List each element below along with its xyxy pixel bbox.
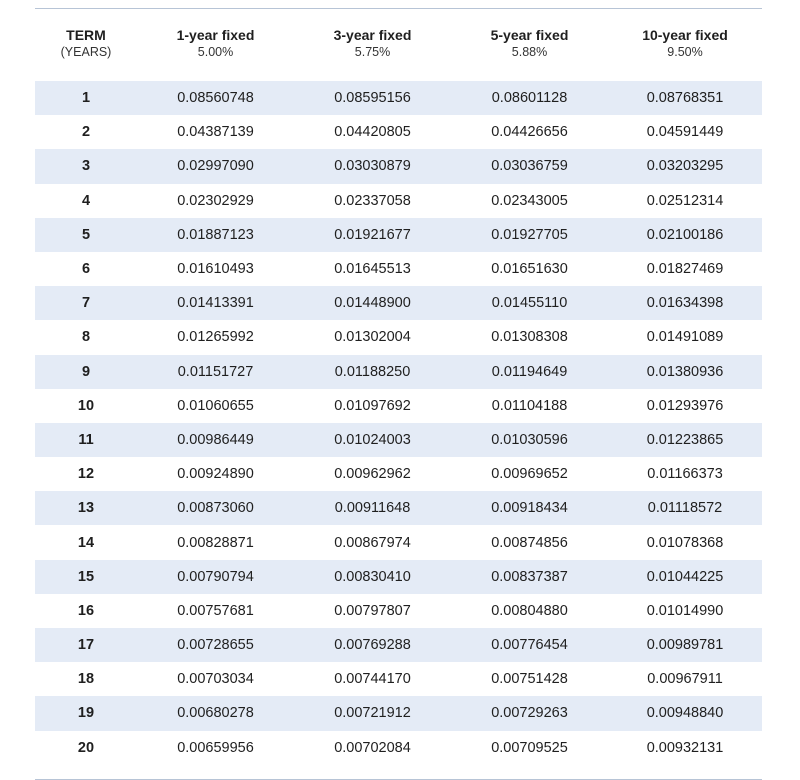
- table-row: [35, 731, 762, 765]
- header-col-1: [137, 9, 294, 60]
- value-cell: 0.01194649: [491, 363, 568, 380]
- value-cell: 0.00797807: [334, 602, 411, 619]
- table-row: [35, 594, 762, 628]
- term-cell: 10: [77, 397, 95, 414]
- header-col-4: [608, 9, 762, 60]
- value-cell: 0.00924890: [177, 466, 254, 483]
- value-cell: 0.01491089: [646, 329, 724, 346]
- term-cell: 18: [77, 671, 95, 688]
- value-cell: 0.01413391: [177, 295, 254, 312]
- value-cell: 0.00969652: [491, 466, 568, 483]
- value-cell: 0.00967911: [647, 671, 723, 688]
- value-cell: 0.01078368: [646, 534, 724, 551]
- table-row: [35, 696, 762, 730]
- term-cell: 5: [81, 226, 91, 243]
- table-row: [35, 320, 762, 354]
- value-cell: 0.02100186: [646, 226, 724, 243]
- value-cell: 0.01151727: [177, 363, 254, 380]
- value-cell: 0.08601128: [491, 90, 568, 107]
- term-cell: 20: [77, 739, 95, 756]
- header-col-title: 10-year fixed: [642, 27, 728, 43]
- value-cell: 0.04387139: [177, 124, 254, 141]
- value-cell: 0.02337058: [334, 192, 411, 209]
- header-col-title: 3-year fixed: [333, 27, 412, 43]
- value-cell: 0.01645513: [334, 261, 411, 278]
- value-cell: 0.01302004: [334, 329, 411, 346]
- term-cell: 13: [77, 500, 95, 517]
- value-cell: 0.01455110: [491, 295, 568, 312]
- header-col-title: 5-year fixed: [490, 27, 569, 43]
- value-cell: 0.00776454: [491, 637, 568, 654]
- table-row: [35, 662, 762, 696]
- value-cell: 0.00751428: [491, 671, 568, 688]
- table-row: [35, 115, 762, 149]
- value-cell: 0.01014990: [646, 602, 724, 619]
- value-cell: 0.08560748: [177, 90, 254, 107]
- value-cell: 0.02302929: [177, 192, 254, 209]
- value-cell: 0.04426656: [491, 124, 568, 141]
- value-cell: 0.01887123: [177, 226, 254, 243]
- value-cell: 0.00932131: [646, 739, 724, 756]
- term-cell: 7: [81, 295, 91, 312]
- header-col-3: [451, 9, 608, 60]
- term-cell: 3: [81, 158, 91, 175]
- value-cell: 0.01030596: [491, 431, 568, 448]
- value-cell: 0.00874856: [491, 534, 568, 551]
- header-col-title: 1-year fixed: [176, 27, 255, 43]
- value-cell: 0.01265992: [177, 329, 254, 346]
- term-cell: 4: [81, 192, 91, 209]
- value-cell: 0.00918434: [491, 500, 568, 517]
- value-cell: 0.02512314: [646, 192, 724, 209]
- value-cell: 0.00911648: [334, 500, 411, 517]
- table-row: [35, 184, 762, 218]
- value-cell: 0.01921677: [334, 226, 411, 243]
- term-cell: 16: [77, 602, 95, 619]
- table-row: [35, 149, 762, 183]
- term-cell: 14: [77, 534, 95, 551]
- value-cell: 0.00948840: [646, 705, 724, 722]
- term-cell: 19: [77, 705, 95, 722]
- value-cell: 0.00989781: [646, 637, 724, 654]
- value-cell: 0.00867974: [334, 534, 411, 551]
- table-row: [35, 560, 762, 594]
- value-cell: 0.01308308: [491, 329, 568, 346]
- value-cell: 0.01827469: [646, 261, 724, 278]
- value-cell: 0.00721912: [334, 705, 411, 722]
- value-cell: 0.04591449: [646, 124, 724, 141]
- term-cell: 12: [77, 466, 95, 483]
- value-cell: 0.00804880: [491, 602, 568, 619]
- table-row: [35, 355, 762, 389]
- header-term-sub: (YEARS): [60, 45, 112, 59]
- value-cell: 0.08595156: [334, 90, 411, 107]
- table-row: [35, 525, 762, 559]
- table-row: [35, 252, 762, 286]
- table-row: [35, 389, 762, 423]
- value-cell: 0.00729263: [491, 705, 568, 722]
- value-cell: 0.01634398: [646, 295, 724, 312]
- value-cell: 0.03036759: [491, 158, 568, 175]
- header-col-rate: 5.75%: [354, 45, 391, 59]
- term-cell: 9: [81, 363, 91, 380]
- table-row: [35, 491, 762, 525]
- value-cell: 0.01223865: [646, 431, 724, 448]
- value-cell: 0.00703034: [177, 671, 254, 688]
- value-cell: 0.01448900: [334, 295, 411, 312]
- value-cell: 0.01104188: [491, 397, 568, 414]
- term-cell: 2: [81, 124, 91, 141]
- rate-table: [35, 8, 762, 780]
- value-cell: 0.01097692: [334, 397, 411, 414]
- value-cell: 0.01293976: [646, 397, 724, 414]
- term-cell: 17: [77, 637, 95, 654]
- value-cell: 0.00790794: [177, 568, 254, 585]
- value-cell: 0.01044225: [646, 568, 724, 585]
- value-cell: 0.00986449: [177, 431, 254, 448]
- term-cell: 11: [78, 431, 94, 448]
- header-term-title: TERM: [66, 27, 106, 43]
- table-row: [35, 218, 762, 252]
- value-cell: 0.01024003: [334, 431, 411, 448]
- value-cell: 0.00702084: [334, 739, 411, 756]
- header-col-rate: 5.88%: [511, 45, 548, 59]
- value-cell: 0.01188250: [334, 363, 411, 380]
- value-cell: 0.01610493: [177, 261, 254, 278]
- term-cell: 8: [81, 329, 91, 346]
- header-col-rate: 9.50%: [667, 45, 703, 59]
- header-col-rate: 5.00%: [197, 45, 234, 59]
- value-cell: 0.01166373: [647, 466, 723, 483]
- value-cell: 0.00830410: [334, 568, 411, 585]
- table-row: [35, 457, 762, 491]
- table-row: [35, 423, 762, 457]
- value-cell: 0.04420805: [334, 124, 411, 141]
- value-cell: 0.00837387: [491, 568, 568, 585]
- value-cell: 0.00744170: [334, 671, 411, 688]
- value-cell: 0.02343005: [491, 192, 568, 209]
- value-cell: 0.00659956: [177, 739, 254, 756]
- term-cell: 1: [81, 90, 91, 107]
- value-cell: 0.00873060: [177, 500, 254, 517]
- term-cell: 15: [77, 568, 95, 585]
- value-cell: 0.00828871: [177, 534, 254, 551]
- table-row: [35, 286, 762, 320]
- table-row: [35, 628, 762, 662]
- value-cell: 0.00728655: [177, 637, 254, 654]
- header-col-2: [294, 9, 451, 60]
- value-cell: 0.03030879: [334, 158, 411, 175]
- table-row: [35, 81, 762, 115]
- table-header: [35, 9, 762, 81]
- value-cell: 0.00757681: [177, 602, 254, 619]
- value-cell: 0.00769288: [334, 637, 411, 654]
- value-cell: 0.03203295: [646, 158, 724, 175]
- value-cell: 0.01651630: [491, 261, 568, 278]
- value-cell: 0.00680278: [177, 705, 254, 722]
- value-cell: 0.00962962: [334, 466, 411, 483]
- value-cell: 0.00709525: [491, 739, 568, 756]
- value-cell: 0.01118572: [647, 500, 723, 517]
- value-cell: 0.01060655: [177, 397, 254, 414]
- table-body: [35, 81, 762, 765]
- term-cell: 6: [81, 261, 91, 278]
- value-cell: 0.08768351: [646, 90, 724, 107]
- value-cell: 0.01380936: [646, 363, 724, 380]
- value-cell: 0.01927705: [491, 226, 568, 243]
- value-cell: 0.02997090: [177, 158, 254, 175]
- header-term: [35, 9, 137, 60]
